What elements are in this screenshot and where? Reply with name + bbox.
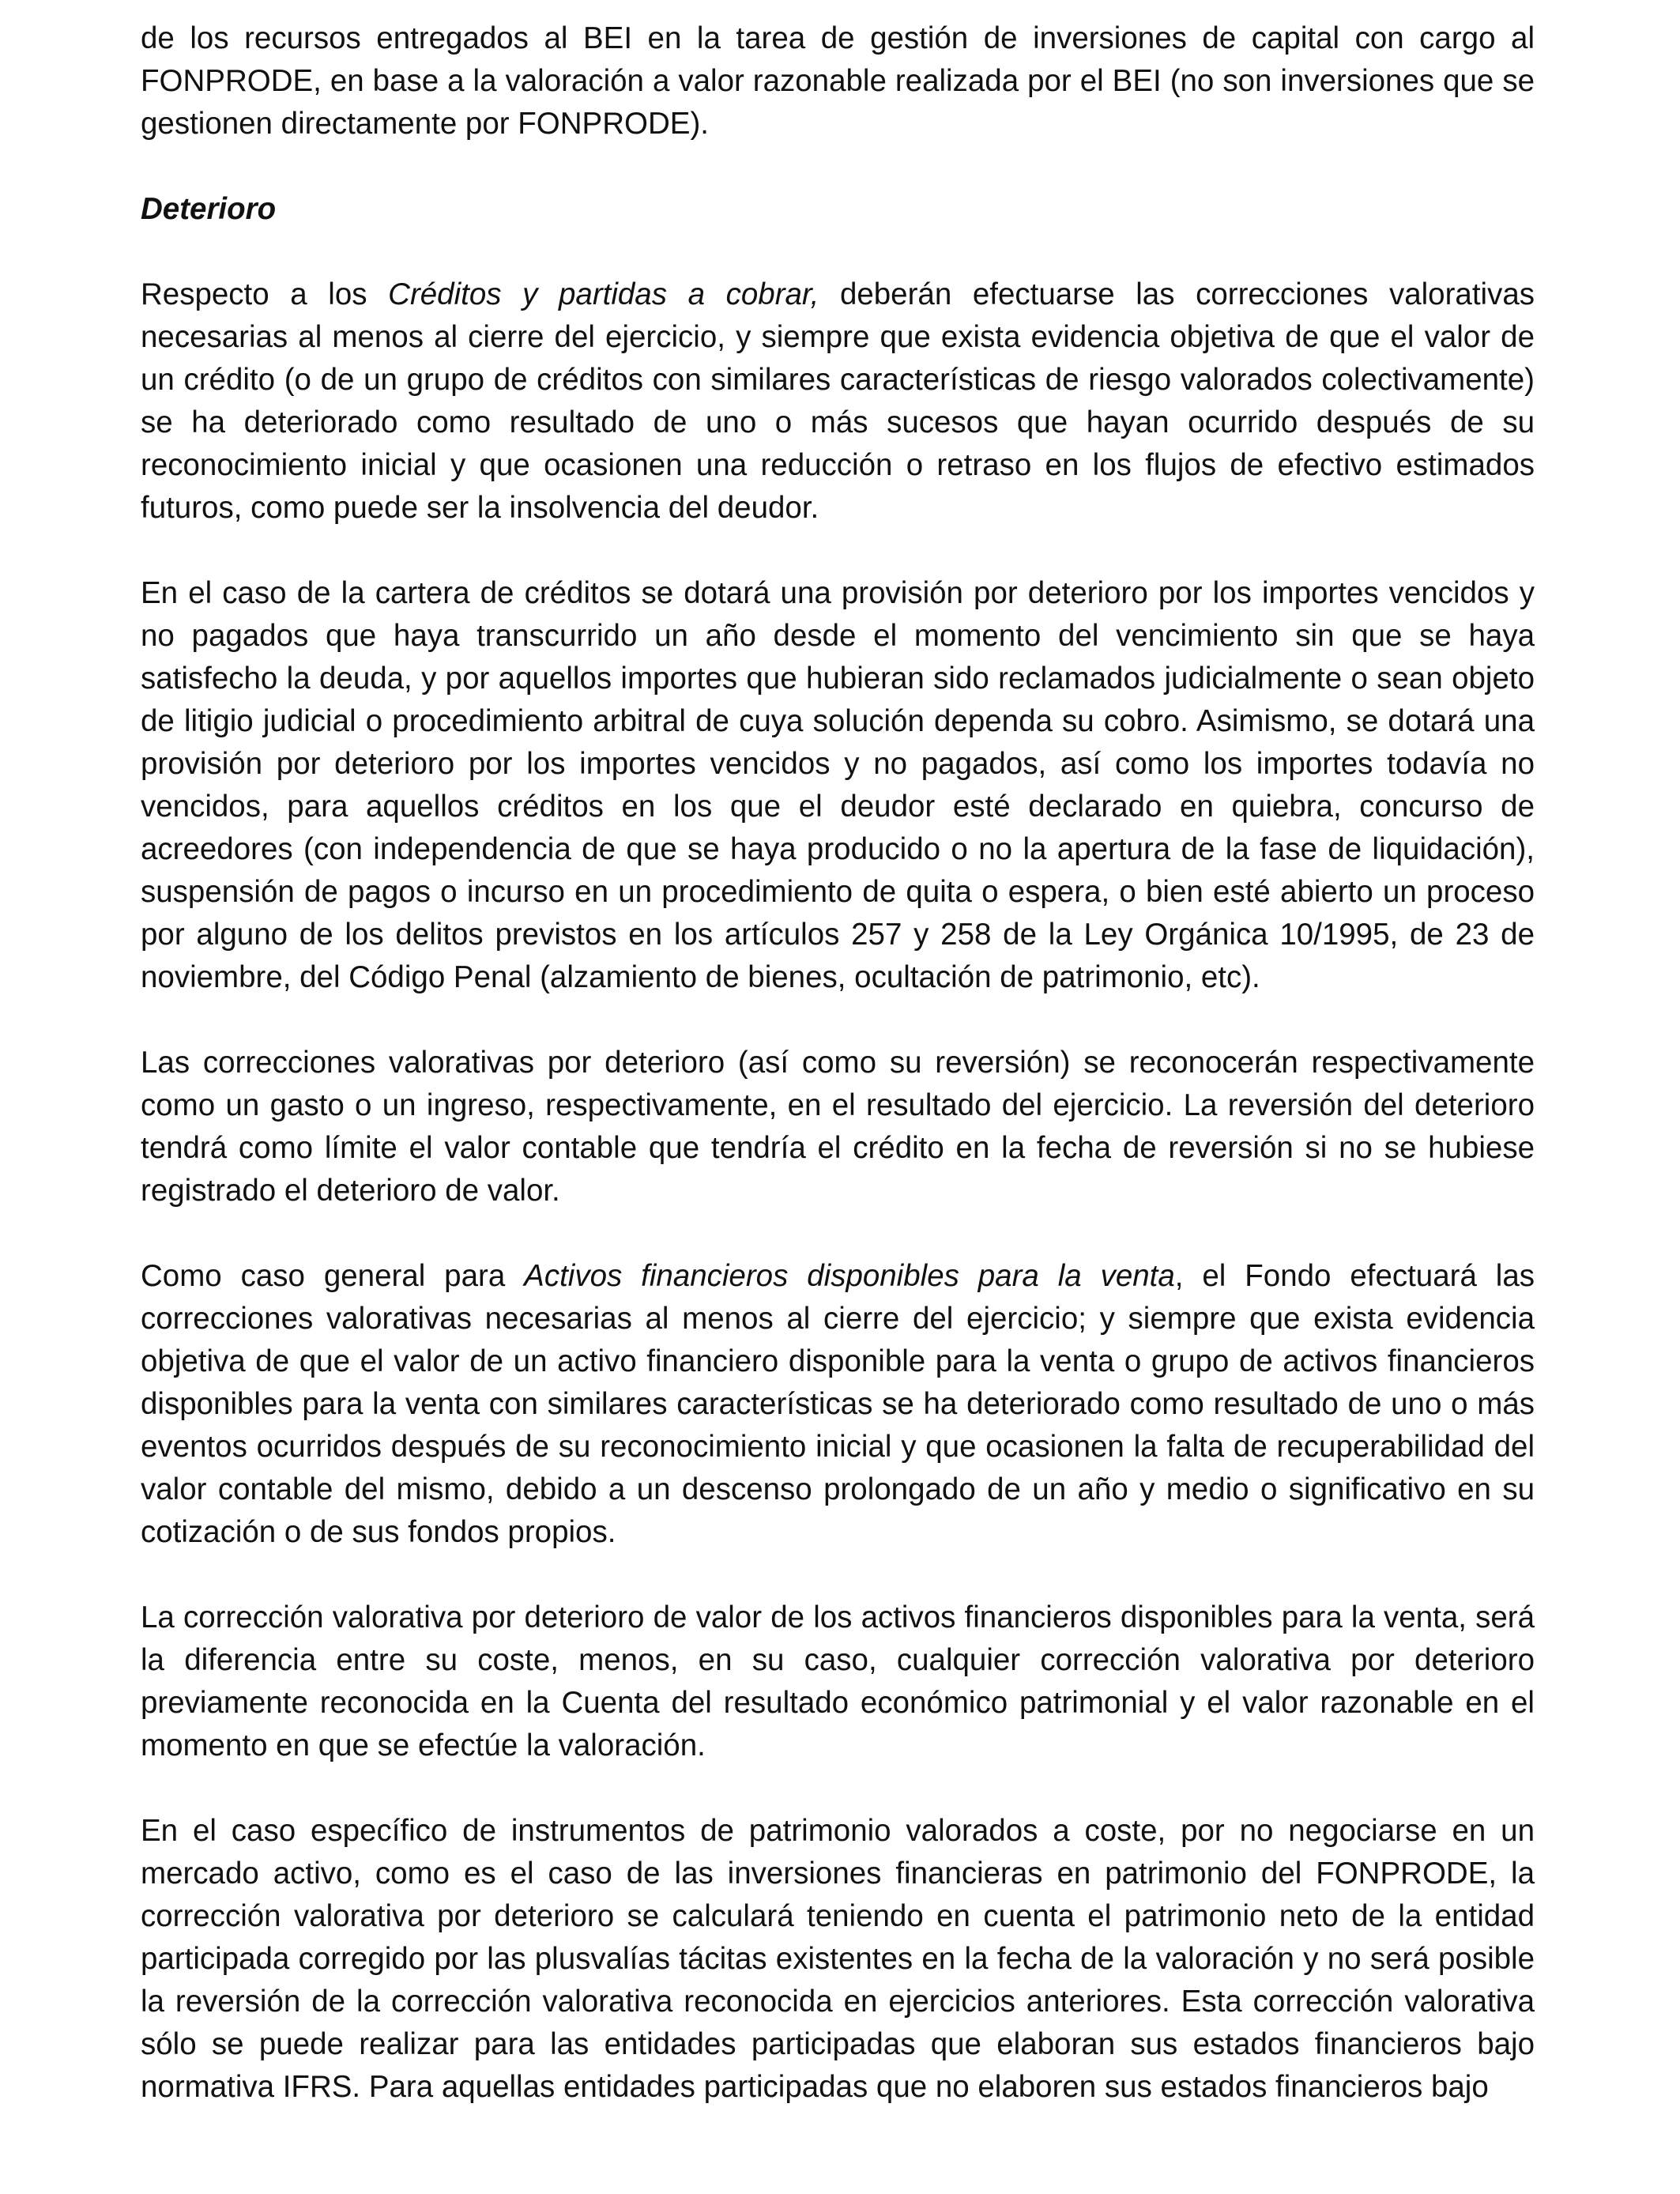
paragraph-reversion: Las correcciones valorativas por deterioro (así como su reversión) se reconocerán respectivamente como un gasto o un ingreso, respectivamente, en el resultado del ejercicio. La reversión del deterioro tendrá como límite el valor contable que tendría el crédito en la fecha de reversión si no se hubiese registrado el deterioro de valor.	[141, 1046, 1535, 1208]
paragraph-creditos-after: deberán efectuarse las correcciones valorativas necesarias al menos al cierre del ejercicio, y siempre que exista evidencia objetiva de que el valor de un crédito (o de un grupo de créditos con similares características de riesgo valorados colectivamente) se ha deteriorado como resultado de uno o más sucesos que hayan ocurrido después de su reconocimiento inicial y que ocasionen una reducción o retraso en los flujos de efectivo estimados futuros, como puede ser la insolvencia del deudor.	[141, 277, 1535, 525]
paragraph-creditos-emphasis: Créditos y partidas a cobrar,	[388, 277, 819, 311]
paragraph-patrimonio: En el caso específico de instrumentos de patrimonio valorados a coste, por no negociarse en un mercado activo, como es el caso de las inversiones financieras en patrimonio del FONPRODE, la corrección valorativa por deterioro se calculará teniendo en cuenta el patrimonio neto de la entidad participada corregido por las plusvalías tácitas existentes en la fecha de la valoración y no será posible la reversión de la corrección valorativa reconocida en ejercicios anteriores. Esta corrección valorativa sólo se puede realizar para las entidades participadas que elaboran sus estados financieros bajo normativa IFRS. Para aquellas entidades participadas que no elaboren sus estados financieros bajo	[141, 1814, 1535, 2104]
paragraph-disponibles-after: , el Fondo efectuará las correcciones valorativas necesarias al menos al cierre del ejercicio; y siempre que exista evidencia objetiva de que el valor de un activo financiero disponible para la venta o grupo de activos financieros disponibles para la venta con similares características se ha deteriorado como resultado de uno o más eventos ocurridos después de su reconocimiento inicial y que ocasionen la falta de recuperabilidad del valor contable del mismo, debido a un descenso prolongado de un año y medio o significativo en su cotización o de sus fondos propios.	[141, 1259, 1535, 1549]
paragraph-cartera: En el caso de la cartera de créditos se dotará una provisión por deterioro por los importes vencidos y no pagados que haya transcurrido un año desde el momento del vencimiento sin que se haya satisfecho la deuda, y por aquellos importes que hubieran sido reclamados judicialmente o sean objeto de litigio judicial o procedimiento arbitral de cuya solución dependa su cobro. Asimismo, se dotará una provisión por deterioro por los importes vencidos y no pagados, así como los importes todavía no vencidos, para aquellos créditos en los que el deudor esté declarado en quiebra, concurso de acreedores (con independencia de que se haya producido o no la apertura de la fase de liquidación), suspensión de pagos o incurso en un procedimiento de quita o espera, o bien esté abierto un proceso por alguno de los delitos previstos en los artículos 257 y 258 de la Ley Orgánica 10/1995, de 23 de noviembre, del Código Penal (alzamiento de bienes, ocultación de patrimonio, etc).	[141, 576, 1535, 994]
paragraph-correccion: La corrección valorativa por deterioro de valor de los activos financieros disponibles para la venta, será la diferencia entre su coste, menos, en su caso, cualquier corrección valorativa por deterioro previamente reconocida en la Cuenta del resultado económico patrimonial y el valor razonable en el momento en que se efectúe la valoración.	[141, 1600, 1535, 1762]
document-page	[141, 17, 1535, 2109]
paragraph-creditos	[141, 273, 1535, 530]
intro-paragraph: de los recursos entregados al BEI en la tarea de gestión de inversiones de capital con cargo al FONPRODE, en base a la valoración a valor razonable realizada por el BEI (no son inversiones que se gestionen directamente por FONPRODE).	[141, 21, 1535, 141]
paragraph-disponibles	[141, 1255, 1535, 1554]
paragraph-disponibles-emphasis: Activos financieros disponibles para la venta	[524, 1259, 1175, 1293]
paragraph-disponibles-before: Como caso general para	[141, 1259, 525, 1293]
paragraph-creditos-before: Respecto a los	[141, 277, 389, 311]
section-heading-deterioro: Deterioro	[141, 192, 277, 226]
